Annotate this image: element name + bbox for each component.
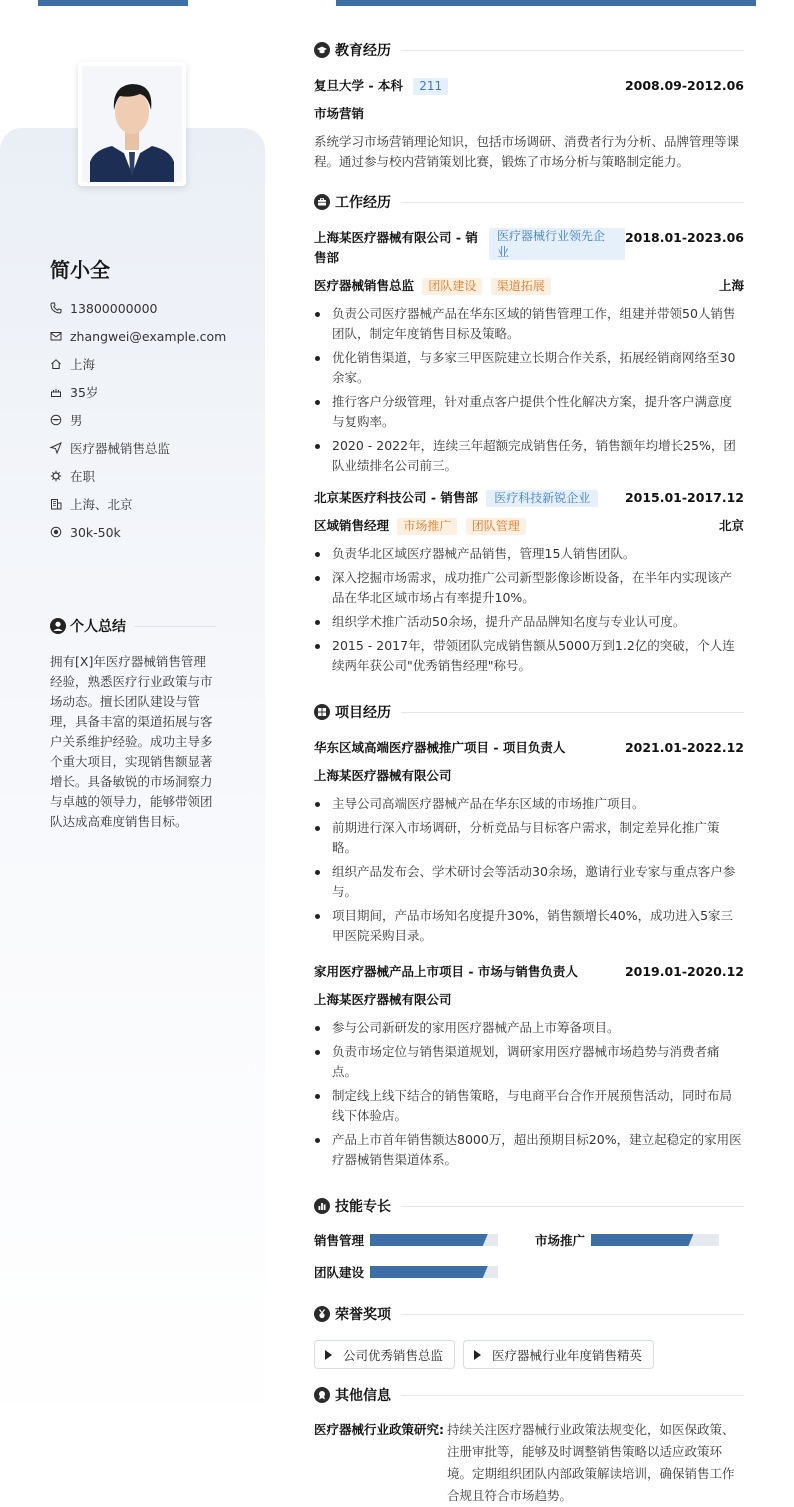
bullet-item: 产品上市首年销售额达8000万，超出预期目标20%，建立起稳定的家用医疗器械销售渠道体系。 (314, 1130, 744, 1170)
contact-list (50, 294, 250, 546)
work-heading (314, 190, 744, 214)
status-icon (50, 470, 62, 482)
top-accent-bar-left (38, 0, 188, 6)
work-title: 工作经历 (335, 195, 391, 211)
honors-title: 荣誉奖项 (335, 1307, 391, 1323)
skill-bar-fill (591, 1234, 693, 1246)
education-title: 教育经历 (335, 43, 391, 59)
profile-photo (78, 62, 186, 186)
award-label: 公司优秀销售总监 (343, 1347, 444, 1363)
medal-icon (314, 1306, 330, 1322)
contact-work-city (50, 490, 250, 518)
other-divider (401, 1395, 744, 1396)
project-name: 家用医疗器械产品上市项目 - 市场与销售负责人 (314, 964, 578, 979)
education-school: 复旦大学 - 本科 (314, 78, 403, 93)
building-icon (50, 498, 62, 510)
play-icon (325, 1350, 332, 1360)
bullet-item: 主导公司高端医疗器械产品在华东区域的市场推广项目。 (314, 794, 744, 814)
bullet-item: 优化销售渠道，与多家三甲医院建立长期合作关系，拓展经销商网络至30余家。 (314, 348, 744, 388)
other-title: 其他信息 (335, 1388, 391, 1404)
job-role-line (314, 516, 526, 536)
salary-icon (50, 526, 62, 538)
projects-title: 项目经历 (335, 705, 391, 721)
skills-heading (314, 1194, 744, 1218)
skills-grid (314, 1230, 744, 1282)
bar-chart-icon (314, 1198, 330, 1214)
portrait-image (82, 66, 182, 182)
education-divider (401, 50, 744, 51)
main-content (314, 38, 744, 1507)
summary-divider (134, 626, 216, 627)
honors-divider (401, 1314, 744, 1315)
bullet-item: 负责公司医疗器械产品在华东区域的销售管理工作，组建并带领50人销售团队，制定年度销售目标及策略。 (314, 304, 744, 344)
contact-city (50, 350, 250, 378)
contact-age-value: 35岁 (70, 385, 99, 400)
job-company-line (314, 488, 598, 508)
job-company: 北京某医疗科技公司 - 销售部 (314, 490, 478, 505)
project-header (314, 738, 744, 758)
summary-title: 个人总结 (70, 619, 126, 635)
contact-city-value: 上海 (70, 357, 96, 372)
job-role: 区域销售经理 (314, 518, 390, 533)
project-date: 2021.01-2022.12 (624, 740, 744, 755)
summary-heading (50, 616, 216, 636)
skills-title: 技能专长 (335, 1199, 391, 1215)
job-location: 北京 (718, 518, 744, 533)
skill-name: 团队建设 (314, 1265, 365, 1280)
bullet-item: 推行客户分级管理，针对重点客户提供个性化解决方案，提升客户满意度与复购率。 (314, 392, 744, 432)
job-location: 上海 (718, 278, 744, 293)
contact-email-value: zhangwei@example.com (70, 328, 227, 344)
contact-status (50, 462, 250, 490)
bullet-item: 负责华北区域医疗器械产品销售，管理15人销售团队。 (314, 544, 744, 564)
job-tag: 团队管理 (466, 518, 526, 535)
job-date: 2015.01-2017.12 (624, 490, 744, 505)
skill-name: 销售管理 (314, 1233, 365, 1248)
skill-item (314, 1230, 535, 1250)
position-icon (50, 442, 62, 454)
contact-phone (50, 294, 250, 322)
job-badge: 医疗科技新锐企业 (486, 490, 598, 507)
top-accent-bar-right (336, 0, 756, 6)
contact-position-value: 医疗器械销售总监 (70, 441, 171, 456)
candidate-name: 简小全 (50, 258, 110, 282)
user-circle-icon (50, 618, 66, 634)
skill-bar-fill (370, 1266, 488, 1278)
other-label: 医疗器械行业政策研究: (314, 1422, 444, 1437)
age-icon (50, 386, 62, 398)
job-header (314, 488, 744, 508)
contact-gender (50, 406, 250, 434)
project-bullets (314, 794, 744, 946)
contact-gender-value: 男 (70, 413, 83, 428)
job-date: 2018.01-2023.06 (624, 230, 744, 245)
bullet-item: 深入挖掘市场需求，成功推广公司新型影像诊断设备，在半年内实现该产品在华北区域市场占有率提升10%。 (314, 568, 744, 608)
job-tag: 团队建设 (422, 278, 482, 295)
honors-list (314, 1340, 744, 1369)
contact-age (50, 378, 250, 406)
project-org: 上海某医疗器械有限公司 (314, 768, 452, 783)
job-badge-wrap (489, 228, 625, 260)
award-label: 医疗器械行业年度销售精英 (492, 1347, 643, 1363)
skill-bar-fill (370, 1234, 488, 1246)
phone-icon (50, 302, 62, 314)
job-badge: 医疗器械行业领先企业 (489, 228, 625, 260)
skills-divider (401, 1206, 744, 1207)
play-icon (474, 1350, 481, 1360)
job-bullets (314, 304, 744, 476)
skill-bar (591, 1234, 719, 1246)
mail-icon (50, 330, 62, 342)
education-desc: 系统学习市场营销理论知识，包括市场调研、消费者行为分析、品牌管理等课程。通过参与校内营销策划比赛，锻炼了市场分析与策略制定能力。 (314, 134, 740, 169)
other-row (314, 1419, 744, 1507)
job-role-row (314, 276, 744, 296)
education-major: 市场营销 (314, 106, 365, 121)
other-heading (314, 1383, 744, 1407)
project-name: 华东区域高端医疗器械推广项目 - 项目负责人 (314, 740, 566, 755)
contact-position (50, 434, 250, 462)
briefcase-icon (314, 194, 330, 210)
education-heading (314, 38, 744, 62)
projects-divider (401, 712, 744, 713)
bullet-item: 项目期间，产品市场知名度提升30%，销售额增长40%，成功进入5家三甲医院采购目录。 (314, 906, 744, 946)
award-ribbon-icon (314, 1387, 330, 1403)
work-divider (401, 202, 744, 203)
job-bullets (314, 544, 744, 676)
skill-item (535, 1230, 744, 1250)
bullet-item: 组织产品发布会、学术研讨会等活动30余场，邀请行业专家与重点客户参与。 (314, 862, 744, 902)
bullet-item: 2015 - 2017年，带领团队完成销售额从5000万到1.2亿的突破，个人连续两年获公司"优秀销售经理"称号。 (314, 636, 744, 676)
skill-item (314, 1262, 535, 1282)
project-header (314, 962, 744, 982)
contact-work-city-value: 上海、北京 (70, 497, 133, 512)
contact-salary-value: 30k-50k (70, 524, 121, 540)
job-company: 上海某医疗器械有限公司 - 销售部 (314, 230, 478, 265)
skill-name: 市场推广 (535, 1233, 586, 1248)
project-org: 上海某医疗器械有限公司 (314, 992, 452, 1007)
skill-bar (370, 1234, 498, 1246)
other-text: 持续关注医疗器械行业政策法规变化，如医保政策、注册审批等，能够及时调整销售策略以适应政策环境。定期组织团队内部政策解读培训，确保销售工作合规且符合市场趋势。 (447, 1422, 735, 1503)
job-role-row (314, 516, 744, 536)
bullet-item: 制定线上线下结合的销售策略，与电商平台合作开展预售活动，同时布局线下体验店。 (314, 1086, 744, 1126)
bullet-item: 2020 - 2022年，连续三年超额完成销售任务，销售额年均增长25%，团队业绩排名公司前三。 (314, 436, 744, 476)
skill-bar (370, 1266, 498, 1278)
contact-status-value: 在职 (70, 469, 96, 484)
contact-phone-value: 13800000000 (70, 300, 158, 316)
bullet-item: 负责市场定位与销售渠道规划，调研家用医疗器械市场趋势与消费者痛点。 (314, 1042, 744, 1082)
education-badge: 211 (413, 78, 448, 95)
job-tag: 渠道拓展 (491, 278, 551, 295)
gender-icon (50, 414, 62, 426)
home-icon (50, 358, 62, 370)
project-date: 2019.01-2020.12 (624, 964, 744, 979)
grid-icon (314, 704, 330, 720)
project-bullets (314, 1018, 744, 1170)
award-chip (463, 1340, 654, 1369)
bullet-item: 参与公司新研发的家用医疗器械产品上市筹备项目。 (314, 1018, 744, 1038)
job-header (314, 228, 744, 268)
contact-email (50, 322, 250, 350)
education-school-line (314, 76, 448, 96)
summary-text: 拥有[X]年医疗器械销售管理经验，熟悉医疗行业政策与市场动态。擅长团队建设与管理，具备丰富的渠道拓展与客户关系维护经验。成功主导多个重大项目，实现销售额显著增长。具备敏锐的市场洞察力与卓越的领导力，能够带领团队达成高难度销售目标。 (50, 654, 213, 829)
bullet-item: 前期进行深入市场调研，分析竞品与目标客户需求，制定差异化推广策略。 (314, 818, 744, 858)
honors-heading (314, 1302, 744, 1326)
job-role: 医疗器械销售总监 (314, 278, 415, 293)
projects-heading (314, 700, 744, 724)
graduation-cap-icon (314, 42, 330, 58)
award-chip (314, 1340, 455, 1369)
education-row (314, 76, 744, 96)
job-role-line (314, 276, 551, 296)
education-date: 2008.09-2012.06 (624, 78, 744, 93)
job-tag: 市场推广 (397, 518, 457, 535)
contact-salary (50, 518, 250, 546)
bullet-item: 组织学术推广活动50余场，提升产品品牌知名度与专业认可度。 (314, 612, 744, 632)
